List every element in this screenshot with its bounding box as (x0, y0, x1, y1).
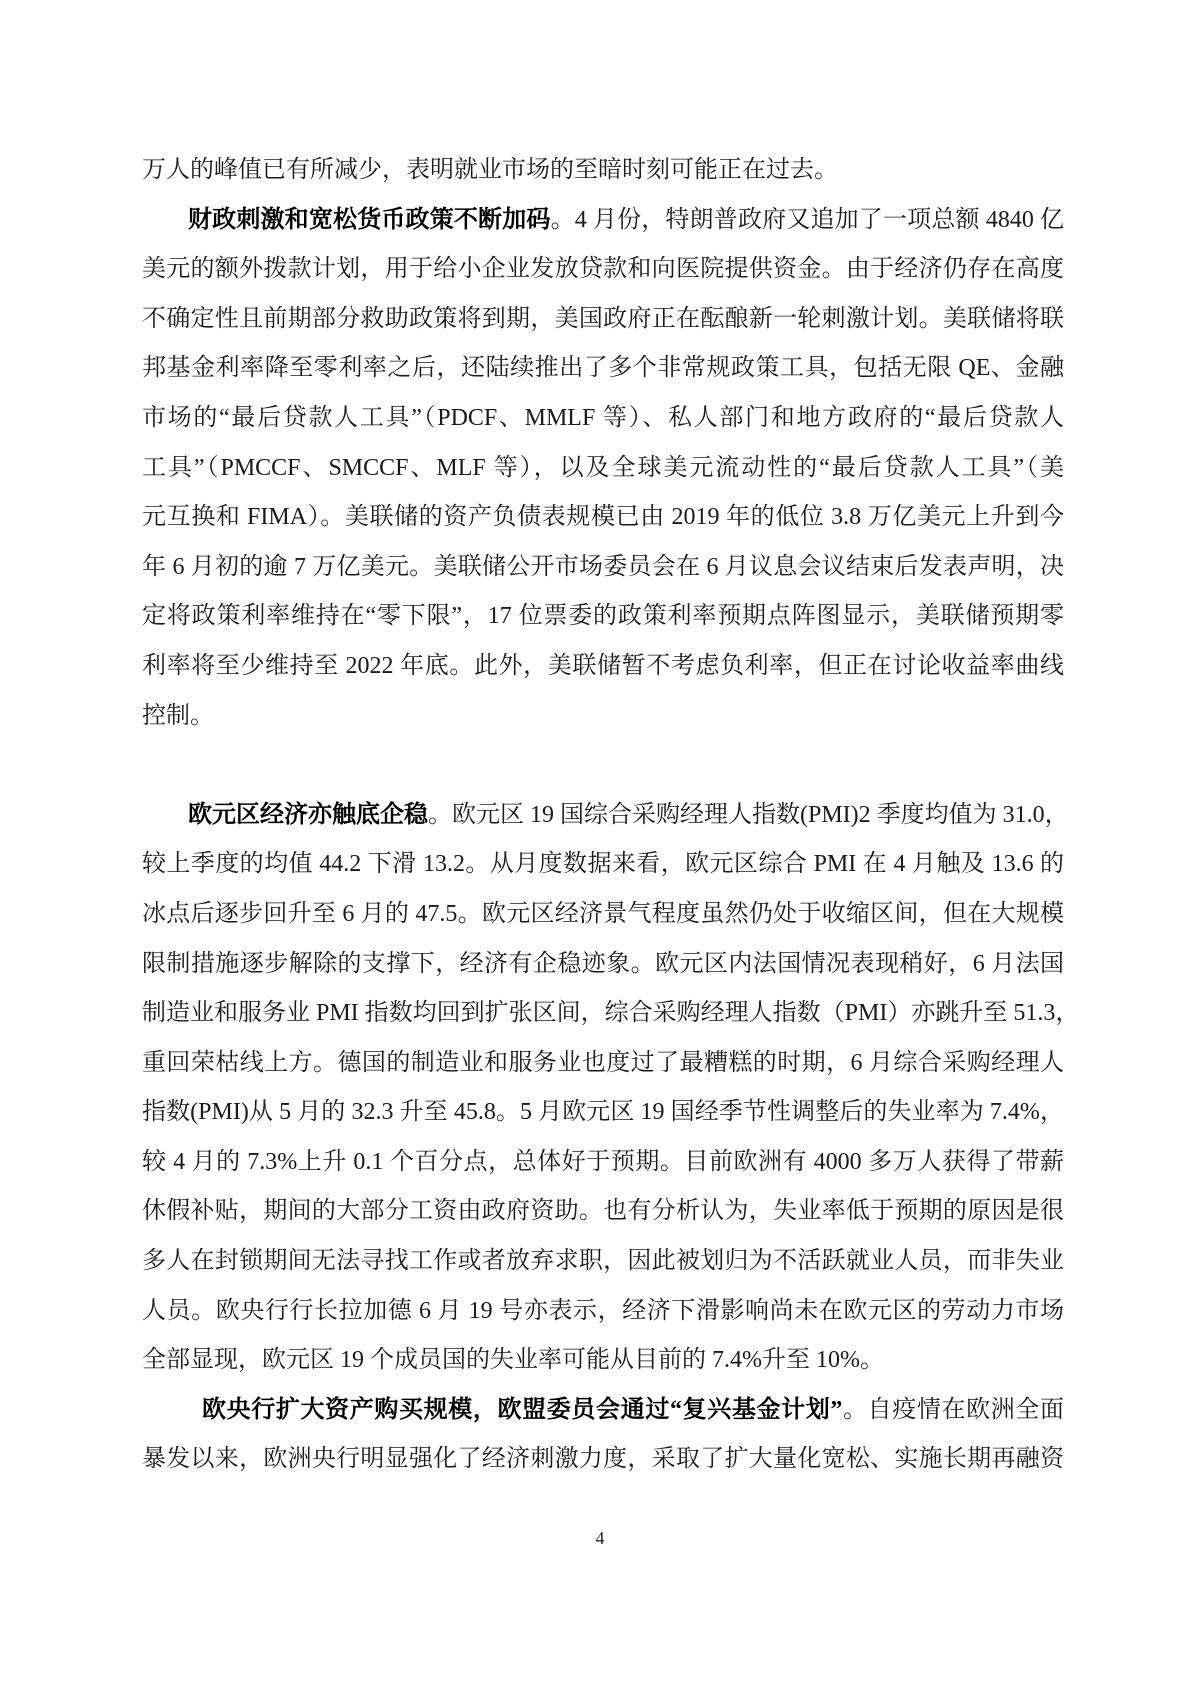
line-text: 较 4 月的 7.3%上升 0.1 个百分点，总体好于预期。目前欧洲有 4000 多万人获得了带薪 (142, 1148, 1064, 1175)
text-line (142, 196, 1064, 246)
line-text: 指数(PMI)从 5 月的 32.3 升至 45.8。5 月欧元区 19 国经季节性调整后的失业率为 7.4%， (142, 1099, 1064, 1126)
text-line (142, 394, 1064, 444)
text-line (142, 245, 1064, 295)
text-line (142, 344, 1064, 394)
line-text: 美元的额外拨款计划，用于给小企业发放贷款和向医院提供资金。由于经济仍存在高度 (142, 256, 1064, 283)
text-line (142, 592, 1064, 642)
paragraph (142, 1386, 1064, 1485)
text-line (142, 1088, 1064, 1138)
line-text: 。自疫情在欧洲全面 (842, 1396, 1065, 1423)
text-line (142, 642, 1064, 692)
paragraph (142, 196, 1064, 742)
text-line (142, 840, 1064, 890)
line-text: 制造业和服务业 PMI 指数均回到扩张区间，综合采购经理人指数（PMI）亦跳升至 51.3， (142, 1000, 1080, 1027)
line-text: 邦基金利率降至零利率之后，还陆续推出了多个非常规政策工具，包括无限 QE、金融 (142, 355, 1064, 382)
line-text: 休假补贴，期间的大部分工资由政府资助。也有分析认为，失业率低于预期的原因是很 (142, 1198, 1064, 1225)
line-text: 重回荣枯线上方。德国的制造业和服务业也度过了最糟糕的时期，6 月综合采购经理人 (142, 1049, 1064, 1076)
text-line (142, 444, 1064, 494)
text-line (142, 1435, 1064, 1485)
document-body (142, 146, 1080, 1485)
text-line (142, 493, 1064, 543)
text-line (142, 692, 1064, 742)
line-text: 暴发以来，欧洲央行明显强化了经济刺激力度，采取了扩大量化宽松、实施长期再融资 (142, 1446, 1064, 1473)
line-text: 工具”（PMCCF、SMCCF、MLF 等），以及全球美元流动性的“最后贷款人工具”（美 (142, 454, 1064, 481)
text-line (142, 791, 1069, 841)
line-text: 控制。 (142, 702, 214, 729)
text-line (142, 1138, 1064, 1188)
line-text: 年 6 月初的逾 7 万亿美元。美联储公开市场委员会在 6 月议息会议结束后发表声明，决 (142, 553, 1064, 580)
paragraph (142, 791, 1080, 1386)
line-text: 利率将至少维持至 2022 年底。此外，美联储暂不考虑负利率，但正在讨论收益率曲线 (142, 652, 1064, 679)
page-number: 4 (595, 1528, 605, 1548)
line-text: 市场的“最后贷款人工具”（PDCF、MMLF 等）、私人部门和地方政府的“最后贷款人 (142, 404, 1064, 431)
line-text: 不确定性且前期部分救助政策将到期，美国政府正在酝酿新一轮刺激计划。美联储将联 (142, 305, 1064, 332)
line-text: 全部显现，欧元区 19 个成员国的失业率可能从目前的 7.4%升至 10%。 (142, 1347, 884, 1374)
line-text: 多人在封锁期间无法寻找工作或者放弃求职，因此被划归为不活跃就业人员，而非失业 (142, 1248, 1064, 1275)
text-line (142, 543, 1064, 593)
line-text: 定将政策利率维持在“零下限”，17 位票委的政策利率预期点阵图显示，美联储预期零 (142, 603, 1064, 630)
line-text: 较上季度的均值 44.2 下滑 13.2。从月度数据来看，欧元区综合 PMI 在 4 月触及 13.6 的 (142, 851, 1064, 878)
text-line (142, 1336, 1064, 1386)
paragraph-lead-heading: 财政刺激和宽松货币政策不断加码 (188, 206, 551, 233)
text-line (142, 1187, 1064, 1237)
text-line (142, 146, 1064, 196)
paragraph-lead-heading: 欧央行扩大资产购买规模，欧盟委员会通过“复兴基金计划” (202, 1396, 843, 1423)
text-line (142, 989, 1080, 1039)
line-text: 万人的峰值已有所减少，表明就业市场的至暗时刻可能正在过去。 (142, 157, 838, 183)
line-text: 冰点后逐步回升至 6 月的 47.5。欧元区经济景气程度虽然仍处于收缩区间，但在大规模 (142, 900, 1064, 927)
text-line (142, 1039, 1064, 1089)
line-text: 限制措施逐步解除的支撑下，经济有企稳迹象。欧元区内法国情况表现稍好，6 月法国 (142, 950, 1064, 977)
line-text: 。欧元区 19 国综合采购经理人指数(PMI)2 季度均值为 31.0， (428, 801, 1069, 828)
line-text: 人员。欧央行行长拉加德 6 月 19 号亦表示，经济下滑影响尚未在欧元区的劳动力市场 (142, 1297, 1064, 1324)
paragraph-lead-heading: 欧元区经济亦触底企稳 (188, 801, 428, 828)
text-line (142, 1287, 1064, 1337)
text-line (142, 1237, 1064, 1287)
text-line (142, 940, 1064, 990)
text-line (142, 890, 1064, 940)
text-line (142, 1386, 1064, 1436)
paragraph (142, 146, 1064, 196)
line-text: 元互换和 FIMA）。美联储的资产负债表规模已由 2019 年的低位 3.8 万亿美元上升到今 (142, 504, 1064, 531)
text-line (142, 295, 1064, 345)
line-text: 。4 月份，特朗普政府又追加了一项总额 4840 亿 (550, 206, 1065, 233)
